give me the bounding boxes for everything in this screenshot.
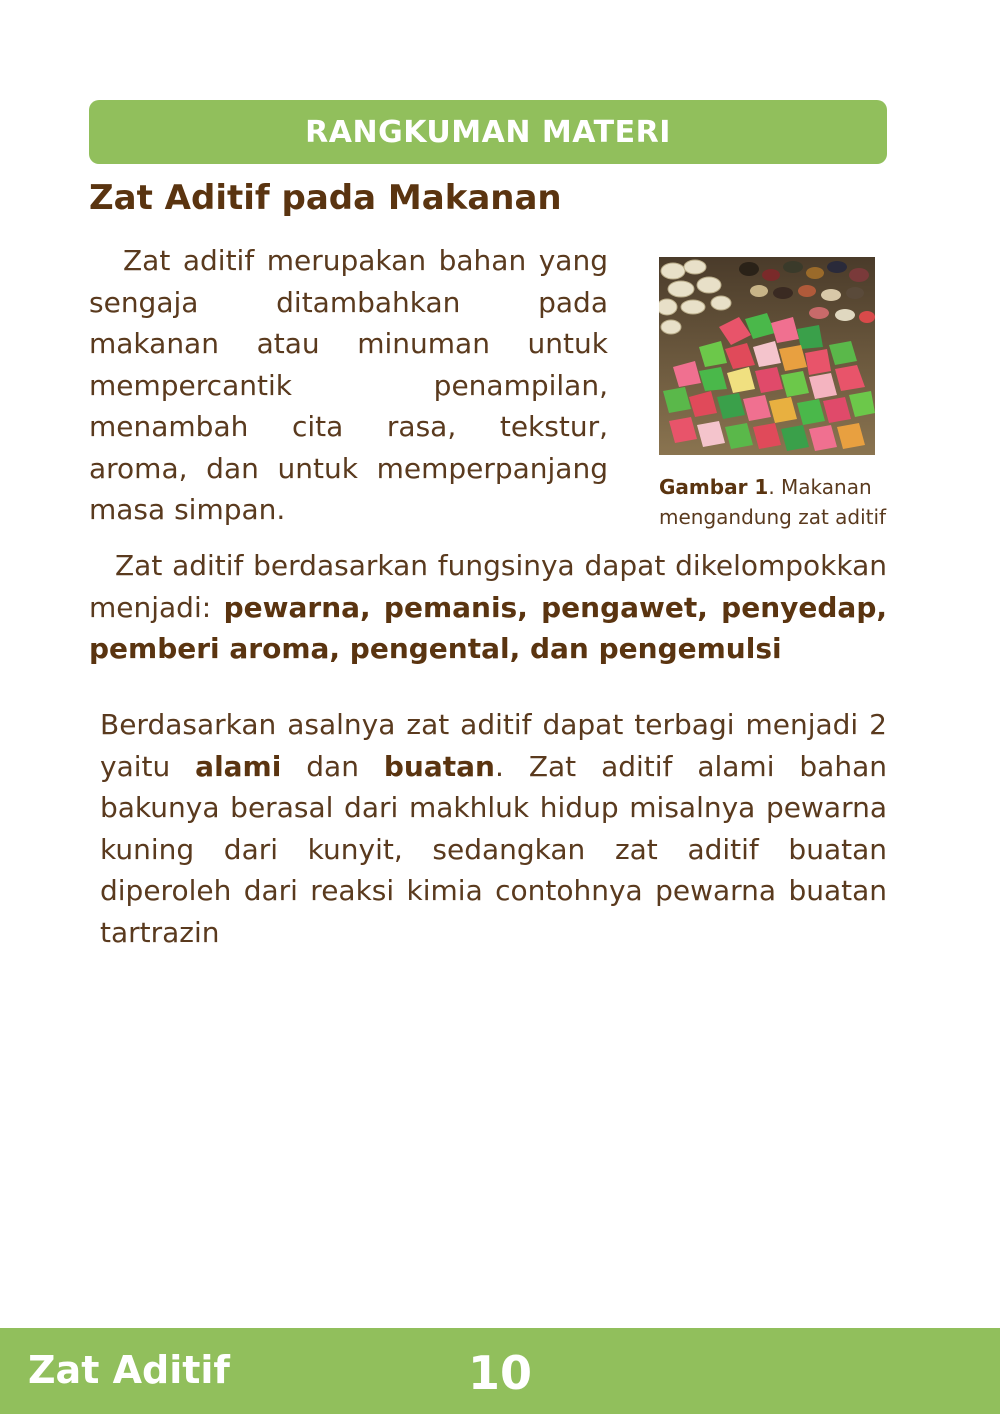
colorful-wrapped-candies-photo <box>659 257 875 455</box>
paragraph-origin <box>100 704 887 953</box>
caption-label: Gambar 1 <box>659 475 769 499</box>
origin-bold-buatan: buatan <box>383 749 495 783</box>
page-heading: Zat Aditif pada Makanan <box>89 178 562 218</box>
banner-title: RANGKUMAN MATERI <box>305 114 671 150</box>
footer-title: Zat Aditif <box>28 1348 230 1392</box>
figure-caption <box>659 472 899 532</box>
page-footer <box>0 1328 1000 1414</box>
paragraph-functions <box>89 545 887 670</box>
functions-list: pewarna, pemanis, pengawet, penyedap, pemberi aroma, pengental, dan pengemulsi <box>89 590 887 665</box>
origin-part3: . Zat aditif alami bahan bakunya berasal dari makhluk hidup misalnya pewarna kuning dari kunyit, sedangkan zat aditif buatan diperoleh dari reaksi kimia contohnya pewarna buatan tartrazin <box>100 749 887 949</box>
figure-image <box>659 257 875 455</box>
page-number: 10 <box>467 1346 532 1400</box>
paragraph-definition: Zat aditif merupakan bahan yang sengaja ditambahkan pada makanan atau minuman untuk mempercantik penampilan, menambah cita rasa, tekstur, aroma, dan untuk memperpanjang masa simpan. <box>89 244 608 526</box>
origin-part1: Berdasarkan asalnya zat aditif dapat terbagi menjadi 2 yaitu <box>100 708 887 783</box>
origin-part2: dan <box>281 749 384 783</box>
section-banner <box>89 100 887 164</box>
functions-intro: Zat aditif berdasarkan fungsinya dapat dikelompokkan menjadi: <box>89 549 887 624</box>
caption-text: . Makanan mengandung zat aditif <box>659 475 887 529</box>
origin-bold-alami: alami <box>195 749 282 783</box>
